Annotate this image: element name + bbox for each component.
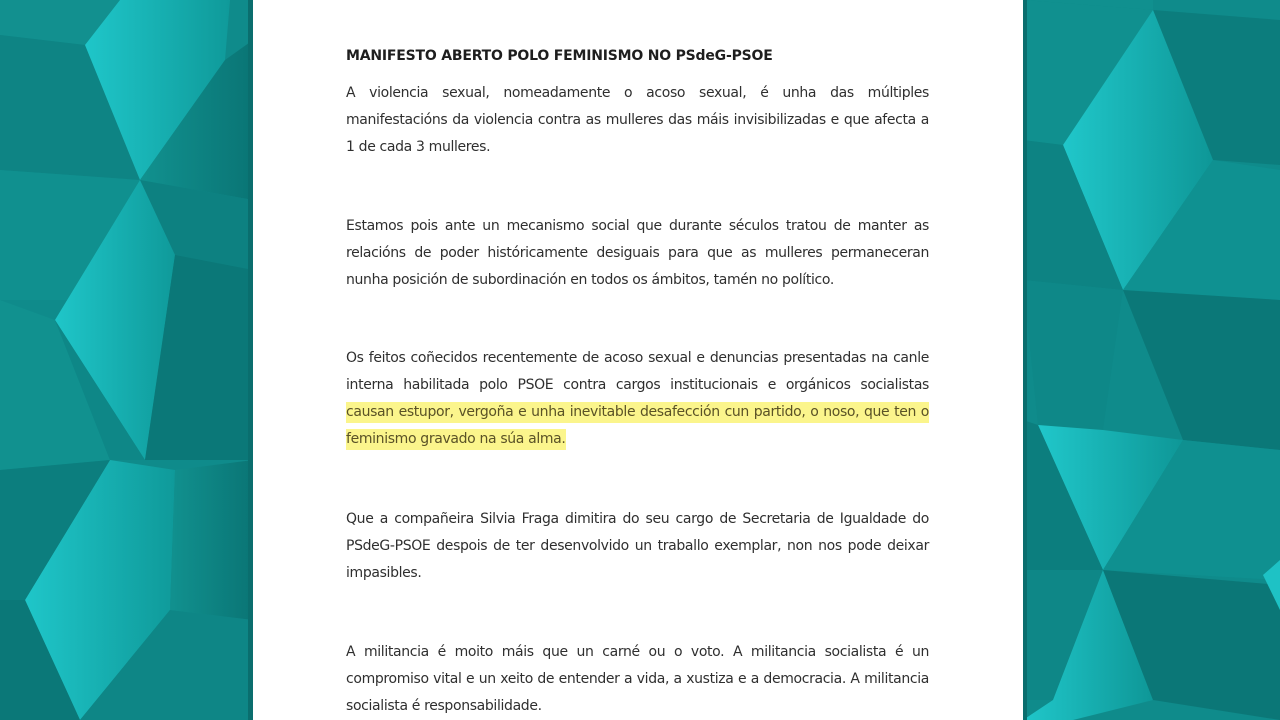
background-pattern-right <box>1023 0 1280 720</box>
document-page <box>253 0 1023 720</box>
paragraph-3 <box>346 345 929 453</box>
paragraph-4: Que a compañeira Silvia Fraga dimitira do seu cargo de Secretaria de Igualdade do PSdeG-PSOE despois de ter desenvolvido un traballo exemplar, non nos pode deixar impasibles. <box>346 511 929 581</box>
document-title: MANIFESTO ABERTO POLO FEMINISMO NO PSdeG-PSOE <box>346 48 773 64</box>
document-content <box>346 42 929 714</box>
background-pattern-left <box>0 0 253 720</box>
highlighted-text: causan estupor, vergoña e unha inevitable desafección cun partido, o noso, que ten o feminismo gravado na súa alma. <box>346 402 929 450</box>
paragraph-3-text: Os feitos coñecidos recentemente de acoso sexual e denuncias presentadas na canle interna habilitada polo PSOE contra cargos institucionais e orgánicos socialistas <box>346 350 929 393</box>
paragraph-2: Estamos pois ante un mecanismo social que durante séculos tratou de manter as relacións de poder históricamente desiguais para que as mulleres permaneceran nunha posición de subordinación en todos os ámbitos, tamén no político. <box>346 218 929 288</box>
paragraph-5: A militancia é moito máis que un carné ou o voto. A militancia socialista é un compromiso vital e un xeito de entender a vida, a xustiza e a democracia. A militancia socialista é responsabilidade. <box>346 644 929 714</box>
paragraph-1: A violencia sexual, nomeadamente o acoso sexual, é unha das múltiples manifestacións da violencia contra as mulleres das máis invisibilizadas e que afecta a 1 de cada 3 mulleres. <box>346 85 929 155</box>
